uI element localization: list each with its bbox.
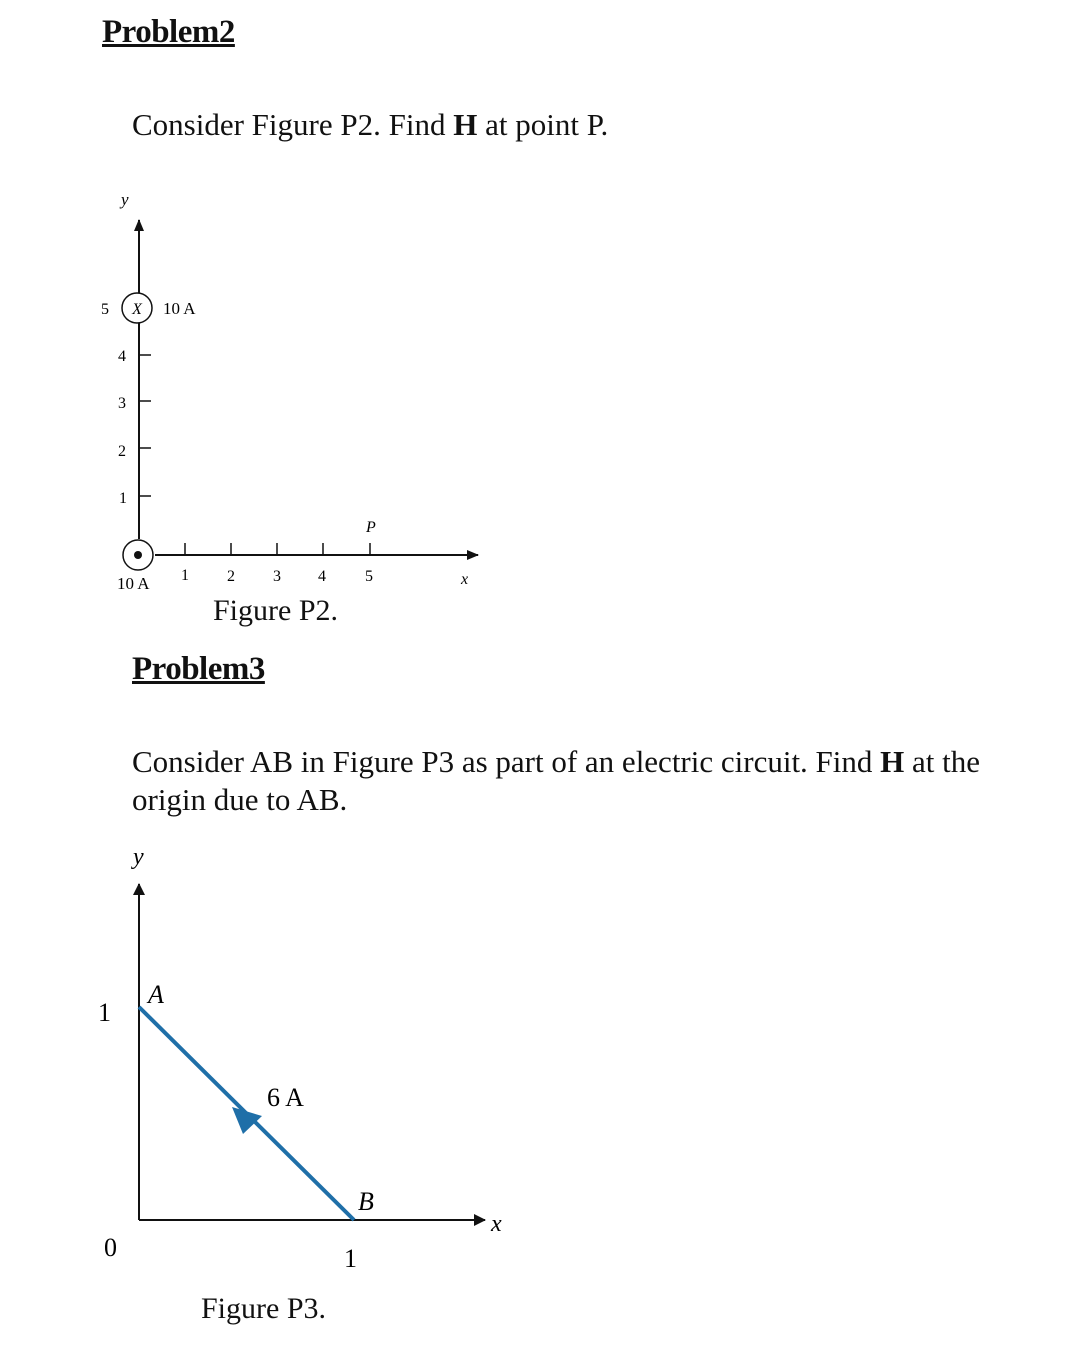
y-tick-label: 3 xyxy=(118,395,126,412)
current-direction-arrow xyxy=(232,1107,262,1134)
x-tick-label: 5 xyxy=(365,568,373,585)
y-tick-label: 1 xyxy=(98,998,111,1027)
y-tick-label: 1 xyxy=(119,490,127,507)
x-tick-label: 3 xyxy=(273,568,281,585)
current-label: 6 A xyxy=(267,1083,304,1112)
x-tick-label: 4 xyxy=(318,568,326,585)
x-axis-label: x xyxy=(491,1211,502,1237)
x-tick-label: 2 xyxy=(227,568,235,585)
x-tick-label: 1 xyxy=(344,1244,357,1273)
problem2-heading: Problem2 xyxy=(102,14,235,50)
point-p-label: P xyxy=(366,519,376,536)
figure-p2-caption: Figure P2. xyxy=(213,594,339,627)
wire-top-current: 10 A xyxy=(163,299,196,318)
h-symbol: H xyxy=(453,107,478,142)
statement-text: Consider AB in Figure P3 as part of an electric circuit. Find xyxy=(132,744,881,779)
y-axis-label: y xyxy=(121,190,129,209)
y-tick-label: 4 xyxy=(118,348,126,365)
origin-label: 0 xyxy=(104,1233,117,1262)
y-tick-label: 2 xyxy=(118,443,126,460)
wire-origin-current: 10 A xyxy=(117,574,150,593)
problem3-heading: Problem3 xyxy=(132,651,265,687)
y-axis-label: y xyxy=(133,844,144,870)
cross-symbol: X xyxy=(132,301,142,318)
statement-text: at point P. xyxy=(477,107,609,142)
y-tick-label: 5 xyxy=(101,301,109,318)
point-a-label: A xyxy=(148,980,164,1009)
x-tick-label: 1 xyxy=(181,567,189,584)
x-axis-label: x xyxy=(461,571,469,588)
point-b-label: B xyxy=(358,1187,374,1216)
statement-text: at the origin due to AB. xyxy=(132,744,981,817)
h-symbol: H xyxy=(880,744,905,779)
statement-text: Consider Figure P2. Find xyxy=(132,107,454,142)
figure-p3-caption: Figure P3. xyxy=(201,1292,327,1325)
